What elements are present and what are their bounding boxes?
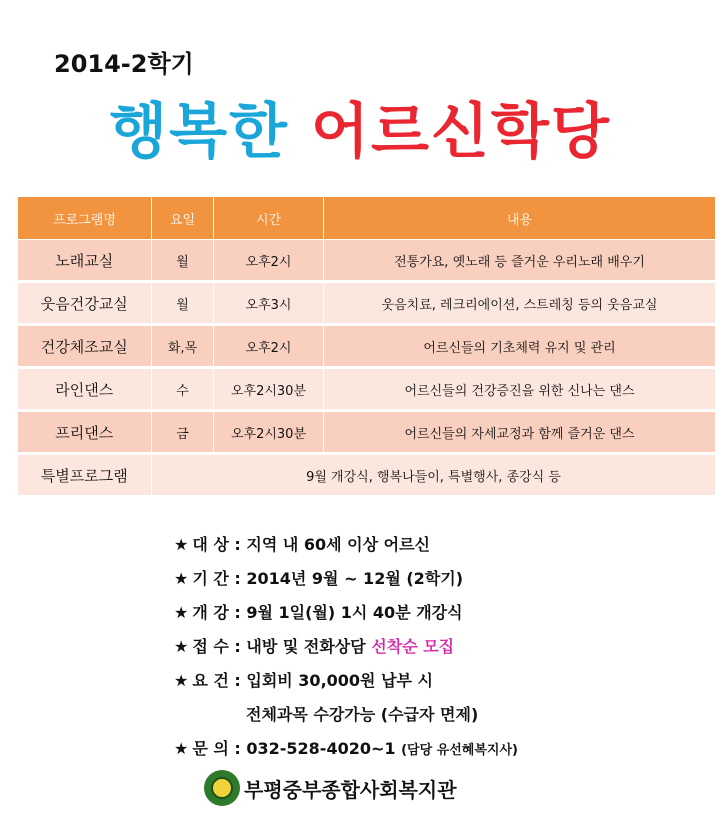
program-content: 어르신들의 자세교정과 함께 즐거운 댄스 (324, 411, 716, 454)
special-program-content: 9월 개강식, 행복나들이, 특별행사, 종강식 등 (152, 454, 716, 497)
program-day: 수 (152, 368, 214, 411)
info-contact (174, 732, 518, 768)
program-schedule-table (17, 196, 716, 498)
table-row-special (18, 454, 716, 497)
star-icon: ★ (174, 671, 189, 690)
info-apply (174, 630, 518, 664)
program-day: 화,목 (152, 325, 214, 368)
contact-person-note: (담당 유선혜복지사) (401, 743, 518, 758)
column-header-content: 내용 (324, 197, 716, 240)
semester-label: 2014-2학기 (54, 50, 194, 78)
program-day: 월 (152, 282, 214, 325)
title-part-school: 어르신학당 (311, 97, 611, 167)
program-content: 어르신들의 건강증진을 위한 신나는 댄스 (324, 368, 716, 411)
star-icon: ★ (174, 535, 189, 554)
star-icon: ★ (174, 739, 189, 758)
info-requirement-text: 요 건 : 입회비 30,000원 납부 시 (192, 671, 434, 690)
column-header-time: 시간 (214, 197, 324, 240)
special-program-label: 특별프로그램 (18, 454, 152, 497)
table-row (18, 411, 716, 454)
program-time: 오후2시 (214, 325, 324, 368)
first-come-highlight: 선착순 모집 (371, 637, 455, 656)
table-row (18, 325, 716, 368)
program-time: 오후2시 (214, 240, 324, 282)
program-time: 오후3시 (214, 282, 324, 325)
table-row (18, 368, 716, 411)
column-header-day: 요일 (152, 197, 214, 240)
program-name: 건강체조교실 (18, 325, 152, 368)
program-content: 어르신들의 기초체력 유지 및 관리 (324, 325, 716, 368)
info-target-text: 대 상 : 지역 내 60세 이상 어르신 (192, 535, 431, 554)
program-day: 월 (152, 240, 214, 282)
program-name: 라인댄스 (18, 368, 152, 411)
info-opening (174, 596, 518, 630)
table-row (18, 282, 716, 325)
program-time: 오후2시30분 (214, 368, 324, 411)
table-row (18, 240, 716, 282)
program-content: 전통가요, 옛노래 등 즐거운 우리노래 배우기 (324, 240, 716, 282)
program-name: 노래교실 (18, 240, 152, 282)
info-requirement (174, 664, 518, 698)
organization-name: 부평중부종합사회복지관 (244, 777, 457, 802)
info-contact-text: 문 의 : 032-528-4020~1 (192, 739, 396, 758)
program-content: 웃음치료, 레크리에이션, 스트레칭 등의 웃음교실 (324, 282, 716, 325)
star-icon: ★ (174, 637, 189, 656)
program-name: 프리댄스 (18, 411, 152, 454)
table-header-row (18, 197, 716, 240)
info-section (174, 528, 518, 768)
column-header-program: 프로그램명 (18, 197, 152, 240)
footer (204, 770, 457, 806)
star-icon: ★ (174, 603, 189, 622)
star-icon: ★ (174, 569, 189, 588)
program-name: 웃음건강교실 (18, 282, 152, 325)
info-opening-text: 개 강 : 9월 1일(월) 1시 40분 개강식 (192, 603, 463, 622)
program-time: 오후2시30분 (214, 411, 324, 454)
info-period (174, 562, 518, 596)
page-title (0, 84, 720, 170)
title-part-happy: 행복한 (109, 97, 290, 167)
info-requirement-line2: 전체과목 수강가능 (수급자 면제) (246, 705, 479, 724)
program-day: 금 (152, 411, 214, 454)
info-apply-text: 접 수 : 내방 및 전화상담 (192, 637, 366, 656)
info-target (174, 528, 518, 562)
info-period-text: 기 간 : 2014년 9월 ~ 12월 (2학기) (192, 569, 464, 588)
welfare-center-emblem-icon (204, 770, 240, 806)
